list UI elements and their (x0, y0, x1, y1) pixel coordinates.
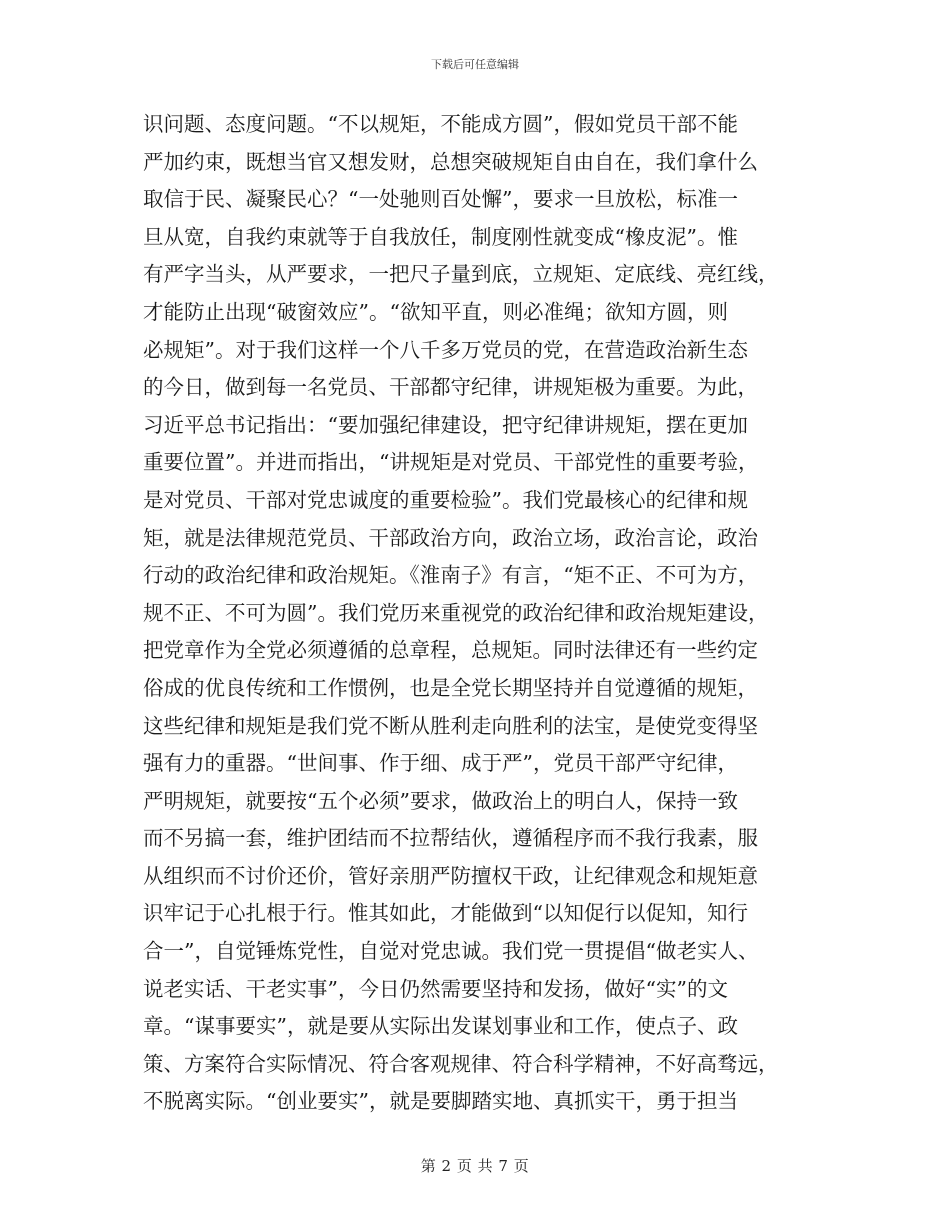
body-text-line: 而不另搞一套，维护团结而不拉帮结伙，遵循程序而不我行我素，服 (143, 826, 758, 851)
body-text-line: 从组织而不讨价还价，管好亲朋严防擅权干政，让纪律观念和规矩意 (143, 863, 758, 888)
page-header: 下载后可任意编辑 (431, 58, 519, 71)
body-text-line: 俗成的优良传统和工作惯例，也是全党长期坚持并自觉遵循的规矩， (143, 675, 758, 700)
body-text-line: 取信于民、凝聚民心？“一处驰则百处懈”，要求一旦放松，标准一 (143, 187, 738, 212)
body-text-line: 才能防止出现“破窗效应”。“欲知平直，则必准绳；欲知方圆，则 (143, 299, 728, 324)
body-text-line: 规不正、不可为圆”。我们党历来重视党的政治纪律和政治规矩建设， (143, 600, 769, 625)
body-text-line: 习近平总书记指出：“要加强纪律建设，把守纪律讲规矩，摆在更加 (143, 412, 748, 437)
body-text-line: 严明规矩，就要按“五个必须”要求，做政治上的明白人，保持一致 (143, 788, 738, 813)
body-text-line: 矩，就是法律规范党员、干部政治方向，政治立场，政治言论，政治 (143, 525, 758, 550)
body-text (143, 106, 811, 1121)
page-number-footer: 第 2 页 共 7 页 (420, 1157, 530, 1175)
body-text-line: 合一”，自觉锤炼党性，自觉对党忠诚。我们党一贯提倡“做老实人、 (143, 939, 759, 964)
body-text-line: 策、方案符合实际情况、符合客观规律、符合科学精神，不好高骛远， (143, 1051, 779, 1076)
body-text-line: 严加约束，既想当官又想发财，总想突破规矩自由自在，我们拿什么 (143, 149, 758, 174)
body-text-line: 必规矩”。对于我们这样一个八千多万党员的党，在营造政治新生态 (143, 337, 748, 362)
body-text-line: 这些纪律和规矩是我们党不断从胜利走向胜利的法宝，是使党变得坚 (143, 713, 758, 738)
body-text-line: 有严字当头，从严要求，一把尺子量到底，立规矩、定底线、亮红线， (143, 262, 779, 287)
body-text-line: 识问题、态度问题。“不以规矩，不能成方圆”，假如党员干部不能 (143, 112, 738, 136)
body-text-line: 的今日，做到每一名党员、干部都守纪律，讲规矩极为重要。为此， (143, 375, 758, 400)
body-text-line: 旦从宽，自我约束就等于自我放任，制度刚性就变成“橡皮泥”。惟 (143, 224, 738, 249)
body-text-line: 不脱离实际。“创业要实”，就是要脚踏实地、真抓实干，勇于担当 (143, 1089, 738, 1114)
body-text-line: 识牢记于心扎根于行。惟其如此，才能做到“以知促行以促知，知行 (143, 901, 748, 926)
body-text-line: 重要位置”。并进而指出，“讲规矩是对党员、干部党性的重要考验， (143, 450, 759, 475)
body-text-line: 说老实话、干老实事”，今日仍然需要坚持和发扬，做好“实”的文 (143, 976, 728, 1001)
body-text-line: 行动的政治纪律和政治规矩。《淮南子》有言，“矩不正、不可为方， (143, 563, 759, 588)
body-text-line: 是对党员、干部对党忠诚度的重要检验”。我们党最核心的纪律和规 (143, 487, 748, 512)
body-text-line: 强有力的重器。“世间事、作于细、成于严”，党员干部严守纪律， (143, 751, 738, 776)
body-text-line: 章。“谋事要实”，就是要从实际出发谋划事业和工作，使点子、政 (143, 1014, 738, 1039)
body-text-line: 把党章作为全党必须遵循的总章程，总规矩。同时法律还有一些约定 (143, 638, 758, 663)
